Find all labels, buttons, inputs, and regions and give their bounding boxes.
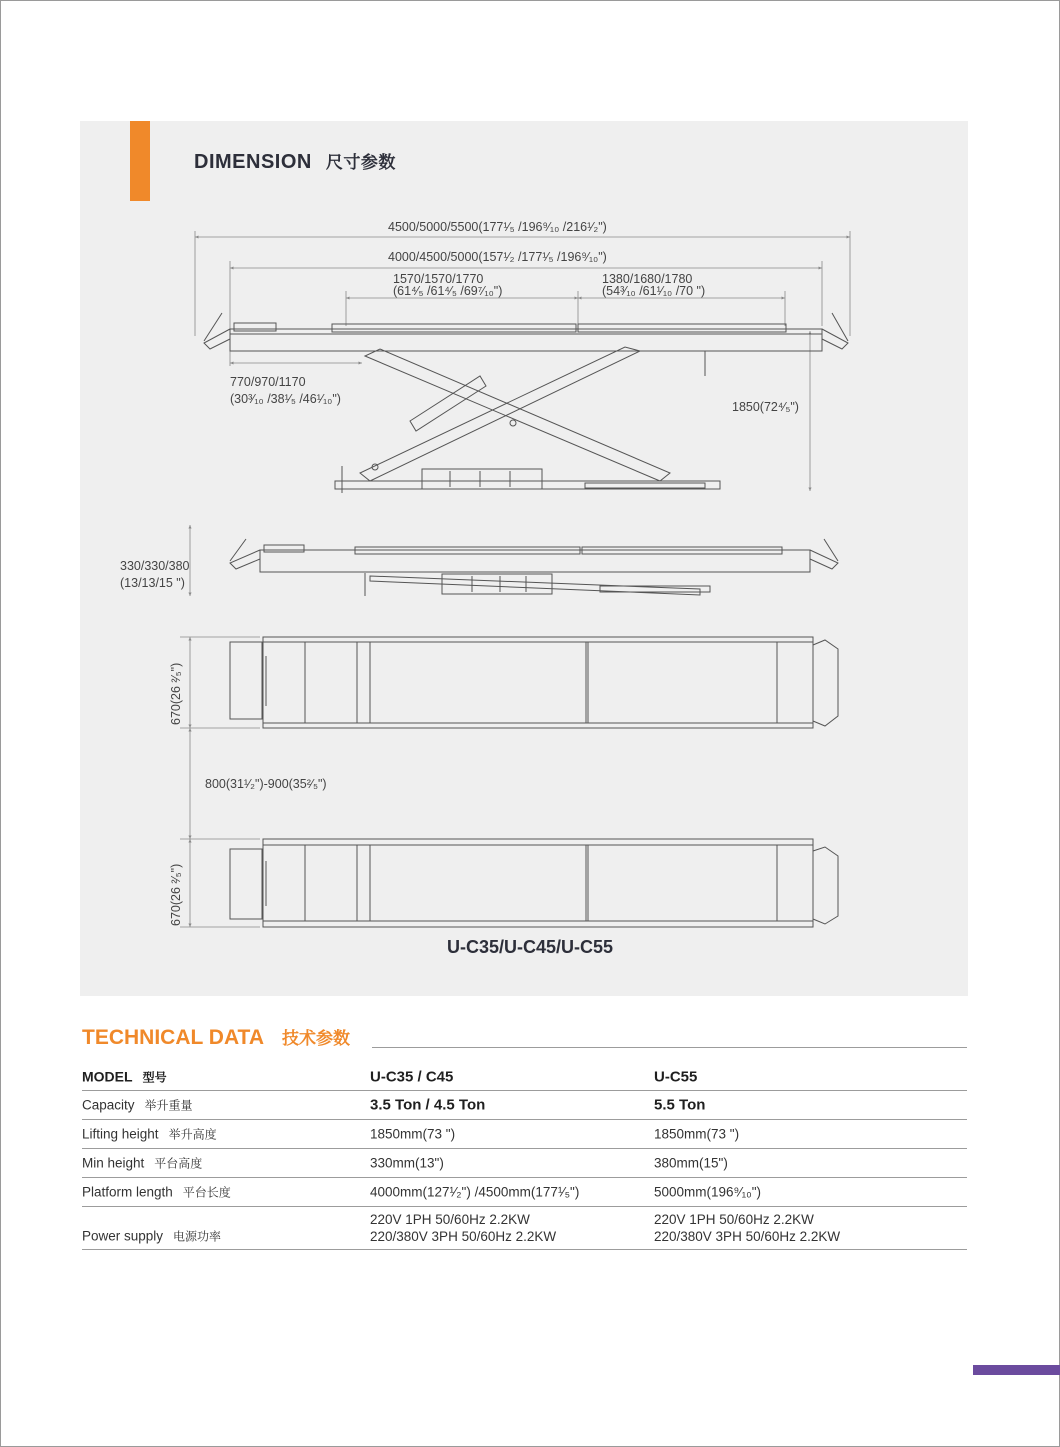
- row-label-en: Min height: [82, 1155, 145, 1171]
- platform-length-c55: 5000mm(196⁹⁄₁₀"): [654, 1184, 762, 1200]
- label-ramp-length: 770/970/1170: [230, 375, 306, 389]
- row-label-en: MODEL: [82, 1068, 133, 1084]
- power-supply-c35-c45: [370, 1211, 556, 1245]
- lifting-height-c35-c45: 1850mm(73 "): [370, 1126, 456, 1142]
- label-rear-section: 1380/1680/1780: [602, 272, 693, 286]
- label-platform-gap: 800(31¹⁄₂")-900(35²⁄₅"): [205, 777, 327, 791]
- dimension-title-cn: 尺寸参数: [325, 153, 396, 172]
- row-label: [82, 1097, 193, 1114]
- technical-title-cn: 技术参数: [282, 1029, 350, 1048]
- label-front-section: 1570/1570/1770: [393, 272, 484, 286]
- dimension-lines: [180, 231, 850, 927]
- table-row: [82, 1178, 967, 1207]
- label-platform-width-2: 670(26 ²⁄₅"): [169, 863, 183, 926]
- technical-title-en: TECHNICAL DATA: [82, 1026, 264, 1049]
- table-row: [82, 1120, 967, 1149]
- row-label: [82, 1126, 217, 1143]
- platform-top-view-1: [230, 637, 838, 728]
- technical-table: [82, 1063, 967, 1250]
- power-line-2: 220/380V 3PH 50/60Hz 2.2KW: [370, 1229, 557, 1244]
- footer-accent-bar: [973, 1365, 1060, 1375]
- table-row: [82, 1149, 967, 1178]
- platform-length-c35-c45: 4000mm(127¹⁄₂") /4500mm(177¹⁄₅"): [370, 1184, 580, 1200]
- row-label-en: Capacity: [82, 1097, 135, 1113]
- table-row: [82, 1207, 967, 1250]
- min-height-c55: 380mm(15"): [654, 1155, 728, 1171]
- row-label-cn: 型号: [142, 1070, 167, 1084]
- table-row: [82, 1063, 967, 1091]
- technical-title-rule: [372, 1047, 967, 1048]
- table-row: [82, 1091, 967, 1120]
- label-overall-length: 4500/5000/5500(177¹⁄₅ /196⁹⁄₁₀ /216¹⁄₂"): [388, 220, 607, 234]
- label-platform-length: 4000/4500/5000(157¹⁄₂ /177¹⁄₅ /196⁹⁄₁₀"): [388, 250, 607, 264]
- row-label-en: Lifting height: [82, 1126, 159, 1142]
- power-line-2: 220/380V 3PH 50/60Hz 2.2KW: [654, 1229, 841, 1244]
- model-c55: U-C55: [654, 1068, 698, 1085]
- power-line-1: 220V 1PH 50/60Hz 2.2KW: [654, 1212, 814, 1227]
- label-min-height: 330/330/380: [120, 559, 190, 573]
- row-label: [82, 1228, 221, 1245]
- label-min-height-in: (13/13/15 "): [120, 576, 185, 590]
- technical-title: [82, 1024, 350, 1050]
- platform-top-view-2: [230, 839, 838, 927]
- row-label-cn: 平台长度: [182, 1185, 231, 1200]
- row-label-cn: 举升高度: [168, 1127, 217, 1142]
- row-label-cn: 电源功率: [173, 1229, 222, 1244]
- capacity-c55: 5.5 Ton: [654, 1096, 706, 1114]
- lift-lowered-view: [230, 539, 838, 596]
- label-front-section-in: (61⁴⁄₅ /61⁴⁄₅ /69⁷⁄₁₀"): [393, 284, 503, 298]
- dimension-title-en: DIMENSION: [194, 151, 312, 173]
- row-label-en: Platform length: [82, 1184, 173, 1200]
- label-rear-section-in: (54³⁄₁₀ /61¹⁄₁₀ /70 "): [602, 284, 706, 298]
- row-label: [82, 1184, 231, 1201]
- power-line-1: 220V 1PH 50/60Hz 2.2KW: [370, 1212, 530, 1227]
- power-supply-c55: [654, 1211, 840, 1245]
- row-label: [82, 1068, 167, 1085]
- row-label-en: Power supply: [82, 1228, 164, 1244]
- dimension-drawing: [80, 121, 968, 996]
- label-ramp-length-in: (30³⁄₁₀ /38¹⁄₅ /46¹⁄₁₀"): [230, 392, 341, 406]
- capacity-c35-c45: 3.5 Ton / 4.5 Ton: [370, 1096, 486, 1114]
- row-label-cn: 举升重量: [144, 1098, 193, 1113]
- label-platform-width-1: 670(26 ²⁄₅"): [169, 662, 183, 725]
- lifting-height-c55: 1850mm(73 "): [654, 1126, 740, 1142]
- label-lift-height: 1850(72⁴⁄₅"): [732, 400, 799, 414]
- model-caption: U-C35/U-C45/U-C55: [446, 937, 614, 957]
- row-label: [82, 1155, 202, 1172]
- row-label-cn: 平台高度: [154, 1156, 203, 1171]
- model-c35-c45: U-C35 / C45: [370, 1068, 454, 1085]
- min-height-c35-c45: 330mm(13"): [370, 1155, 444, 1171]
